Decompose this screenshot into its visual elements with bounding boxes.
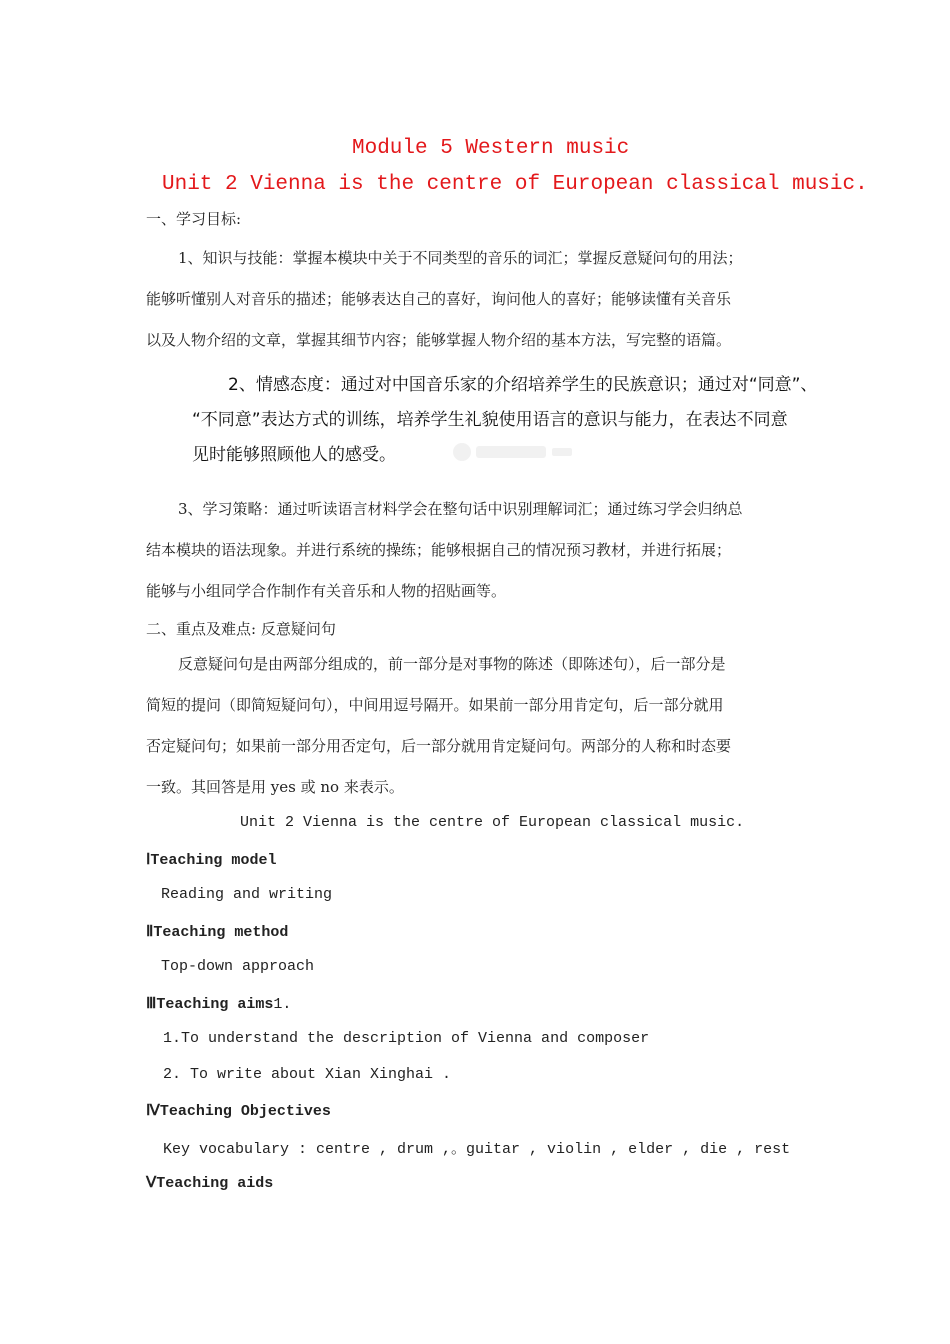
teaching-objectives-heading: ⅣTeaching Objectives xyxy=(146,1103,331,1120)
teaching-aims-suffix: 1. xyxy=(273,996,292,1013)
section1-heading: 一、学习目标: xyxy=(146,210,242,228)
unit-title: Unit 2 Vienna is the centre of European classical music. xyxy=(162,173,868,196)
objective1-line2: 能够听懂别人对音乐的描述；能够表达自己的喜好，询问他人的喜好；能够读懂有关音乐 xyxy=(146,290,732,308)
watermark-logo xyxy=(448,430,578,470)
objective1-line3: 以及人物介绍的文章，掌握其细节内容；能够掌握人物介绍的基本方法，写完整的语篇。 xyxy=(146,331,732,349)
teaching-aims-heading-row xyxy=(146,994,291,1013)
teaching-aim-2: 2. To write about Xian Xinghai . xyxy=(163,1066,452,1083)
teaching-aim-1: 1.To understand the description of Vienna and composer xyxy=(163,1030,650,1047)
objective1-line1: 1、知识与技能：掌握本模块中关于不同类型的音乐的词汇；掌握反意疑问句的用法； xyxy=(178,249,743,267)
objective3-line3: 能够与小组同学合作制作有关音乐和人物的招贴画等。 xyxy=(146,582,507,600)
teaching-method-heading: ⅡTeaching method xyxy=(146,924,289,941)
teaching-model-body: Reading and writing xyxy=(161,886,333,903)
lesson-subtitle: Unit 2 Vienna is the centre of European classical music. xyxy=(240,814,745,831)
objective2-line1: 2、情感态度：通过对中国音乐家的介绍培养学生的民族意识；通过对“同意”、 xyxy=(228,375,818,395)
tag-question-line2: 简短的提问（即简短疑问句），中间用逗号隔开。如果前一部分用肯定句，后一部分就用 xyxy=(146,696,724,714)
objective2-line3: 见时能够照顾他人的感受。 xyxy=(192,445,396,465)
objective3-line2: 结本模块的语法现象。并进行系统的操练；能够根据自己的情况预习教材，并进行拓展； xyxy=(146,541,732,559)
teaching-method-body: Top-down approach xyxy=(161,958,315,975)
objective2-line2: “不同意”表达方式的训练，培养学生礼貌使用语言的意识与能力，在表达不同意 xyxy=(192,410,788,430)
module-title: Module 5 Western music xyxy=(352,137,630,160)
objective3-line1: 3、学习策略：通过听读语言材料学会在整句话中识别理解词汇；通过练习学会归纳总 xyxy=(178,500,743,518)
tag-question-line4: 一致。其回答是用 yes 或 no 来表示。 xyxy=(146,778,404,796)
tag-question-line1: 反意疑问句是由两部分组成的，前一部分是对事物的陈述（即陈述句），后一部分是 xyxy=(178,655,726,673)
section2-heading: 二、重点及难点: 反意疑问句 xyxy=(146,620,336,638)
teaching-model-heading: ⅠTeaching model xyxy=(146,852,277,869)
teaching-aids-heading: ⅤTeaching aids xyxy=(146,1175,274,1192)
teaching-aims-heading: ⅢTeaching aims xyxy=(146,996,274,1013)
tag-question-line3: 否定疑问句；如果前一部分用否定句，后一部分就用肯定疑问句。两部分的人称和时态要 xyxy=(146,737,732,755)
key-vocabulary: Key vocabulary : centre , drum ,。guitar , violin , elder , die , rest xyxy=(163,1141,791,1158)
